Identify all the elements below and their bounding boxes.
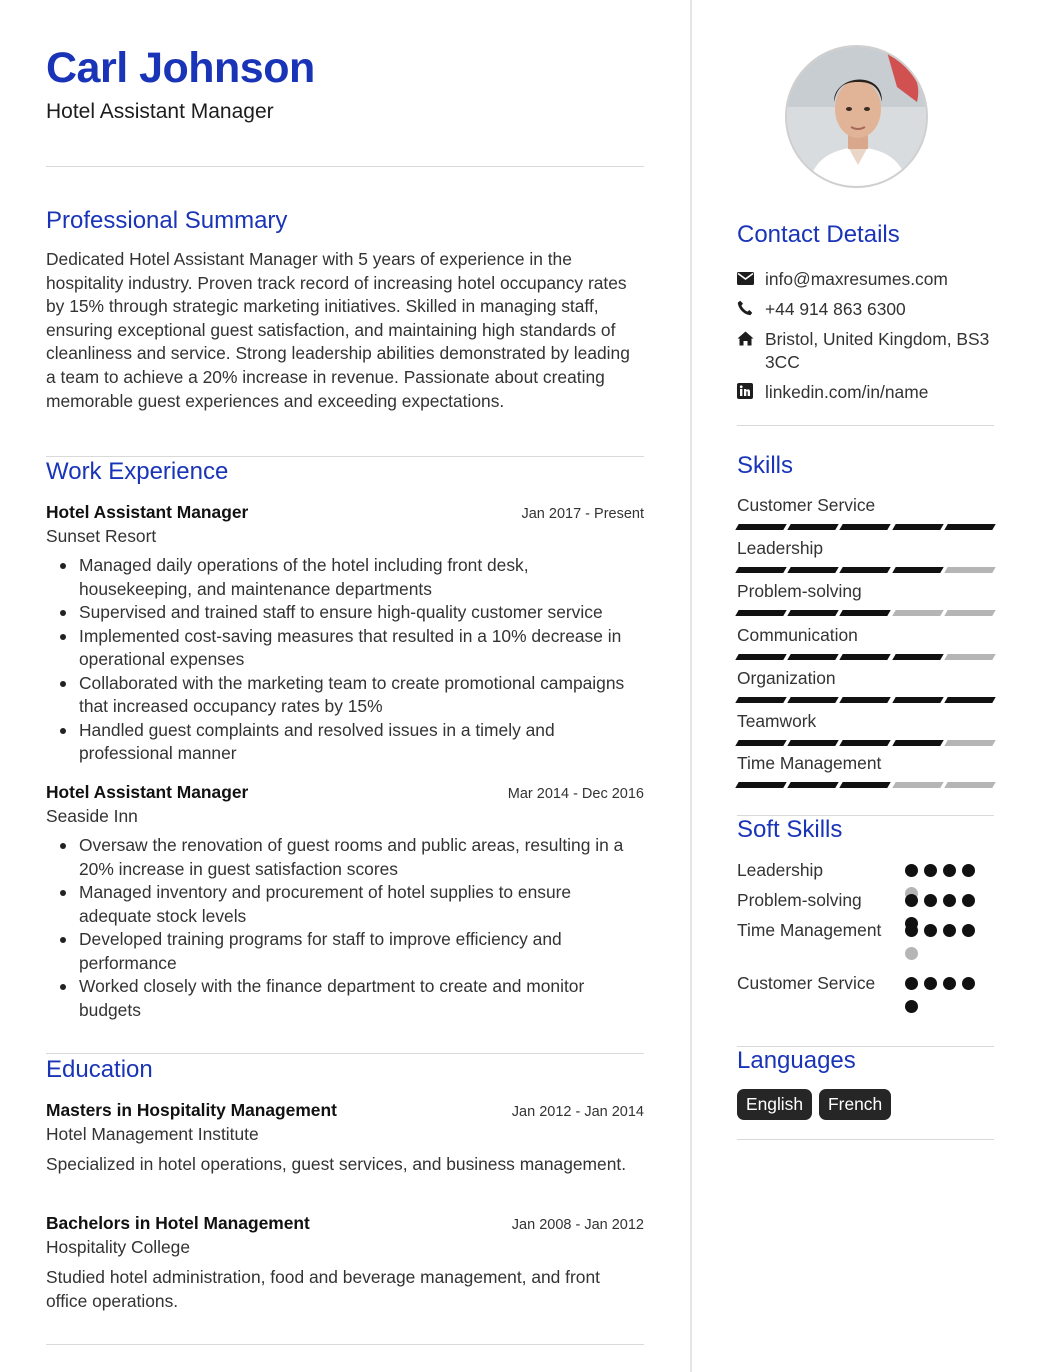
skill-level-bar bbox=[737, 524, 994, 530]
skill-item bbox=[737, 494, 994, 530]
soft-skill-dot bbox=[905, 977, 918, 990]
skill-level-segment bbox=[787, 654, 839, 660]
contact-linkedin-text[interactable]: linkedin.com/in/name bbox=[765, 382, 929, 402]
job-entry bbox=[46, 500, 644, 766]
skill-level-segment bbox=[735, 697, 787, 703]
skill-name: Customer Service bbox=[737, 495, 876, 515]
skill-level-segment bbox=[892, 654, 944, 660]
skill-level-segment bbox=[944, 697, 996, 703]
soft-skill-dots bbox=[905, 972, 985, 1018]
skill-name: Organization bbox=[737, 668, 836, 688]
job-title: Hotel Assistant Manager bbox=[46, 502, 249, 522]
skill-level-segment bbox=[892, 610, 944, 616]
language-chip: English bbox=[737, 1089, 812, 1120]
summary-text: Dedicated Hotel Assistant Manager with 5 years of experience in the hospitality industry. Proven track record of increasing hotel occupancy rates by 15% through strategic marketing initiatives. Skilled in managing staff, ensuring exceptional guest satisfaction, and maintaining high standards of cleanliness and service. Strong leadership abilities demonstrated by leading a team to achieve a 20% increase in revenue. Passionate about creating memorable guest experiences and exceeding expectations. bbox=[46, 249, 630, 411]
skill-level-segment bbox=[944, 654, 996, 660]
contact-email-text[interactable]: info@maxresumes.com bbox=[765, 269, 948, 289]
skill-level-segment bbox=[944, 740, 996, 746]
job-title: Hotel Assistant Manager bbox=[46, 782, 249, 802]
skill-level-segment bbox=[840, 567, 892, 573]
soft-skill-item bbox=[737, 919, 994, 965]
skill-level-segment bbox=[735, 567, 787, 573]
education-heading: Education bbox=[46, 1056, 153, 1083]
header-divider bbox=[46, 166, 644, 167]
skill-level-bar bbox=[737, 697, 994, 703]
soft-skill-dot bbox=[905, 894, 918, 907]
list-item: Worked closely with the finance department to create and monitor budgets bbox=[46, 975, 644, 1022]
soft-skill-dot bbox=[905, 864, 918, 877]
job-company: Seaside Inn bbox=[46, 806, 138, 826]
soft-skill-dots bbox=[905, 919, 985, 965]
section-divider bbox=[46, 1344, 644, 1345]
skill-level-segment bbox=[735, 610, 787, 616]
soft-skill-dot bbox=[962, 864, 975, 877]
job-bullets bbox=[46, 834, 644, 1022]
section-divider bbox=[46, 1053, 644, 1054]
skill-level-segment bbox=[787, 697, 839, 703]
list-item: Developed training programs for staff to improve efficiency and performance bbox=[46, 928, 644, 975]
soft-skill-dot bbox=[924, 894, 937, 907]
skill-level-segment bbox=[787, 782, 839, 788]
contact-address bbox=[737, 328, 994, 374]
soft-skill-dot bbox=[924, 924, 937, 937]
candidate-title: Hotel Assistant Manager bbox=[46, 100, 274, 123]
skill-name: Leadership bbox=[737, 538, 824, 558]
contact-phone-text[interactable]: +44 914 863 6300 bbox=[765, 299, 906, 319]
section-divider bbox=[737, 425, 994, 426]
skill-name: Problem-solving bbox=[737, 581, 862, 601]
contact-phone bbox=[737, 298, 994, 321]
job-entry bbox=[46, 780, 644, 1022]
skill-level-segment bbox=[735, 782, 787, 788]
soft-skill-name: Customer Service bbox=[737, 973, 876, 993]
skill-level-segment bbox=[892, 740, 944, 746]
profile-photo bbox=[787, 47, 928, 188]
skill-level-segment bbox=[787, 740, 839, 746]
home-icon bbox=[737, 328, 765, 348]
skill-level-segment bbox=[840, 610, 892, 616]
list-item: Managed daily operations of the hotel including front desk, housekeeping, and maintenance departments bbox=[46, 554, 644, 601]
soft-skill-dot bbox=[943, 977, 956, 990]
list-item: Managed inventory and procurement of hotel supplies to ensure adequate stock levels bbox=[46, 881, 644, 928]
skill-level-segment bbox=[840, 697, 892, 703]
soft-skill-dot bbox=[924, 864, 937, 877]
skill-item bbox=[737, 710, 994, 746]
education-date: Jan 2008 - Jan 2012 bbox=[511, 1217, 644, 1233]
soft-skill-dot bbox=[962, 894, 975, 907]
skill-level-bar bbox=[737, 610, 994, 616]
skill-level-segment bbox=[944, 782, 996, 788]
skill-level-segment bbox=[892, 567, 944, 573]
section-divider bbox=[737, 1139, 994, 1140]
skill-level-bar bbox=[737, 740, 994, 746]
skill-level-segment bbox=[892, 782, 944, 788]
skill-level-segment bbox=[735, 654, 787, 660]
envelope-icon bbox=[737, 268, 765, 288]
skill-level-segment bbox=[840, 740, 892, 746]
soft-skill-dot bbox=[905, 947, 918, 960]
soft-skill-name: Problem-solving bbox=[737, 890, 862, 910]
skill-level-bar bbox=[737, 654, 994, 660]
school-name: Hospitality College bbox=[46, 1237, 191, 1257]
candidate-name: Carl Johnson bbox=[46, 44, 315, 92]
education-description: Studied hotel administration, food and beverage management, and front office operations. bbox=[46, 1267, 600, 1311]
soft-skill-dot bbox=[943, 864, 956, 877]
skill-name: Teamwork bbox=[737, 711, 817, 731]
skill-name: Time Management bbox=[737, 753, 882, 773]
language-chip: French bbox=[819, 1089, 891, 1120]
contact-address-text: Bristol, United Kingdom, BS3 3CC bbox=[765, 329, 990, 372]
soft-skill-name: Leadership bbox=[737, 860, 824, 880]
list-item: Collaborated with the marketing team to create promotional campaigns that increased occupancy rates by 15% bbox=[46, 672, 644, 719]
degree-title: Masters in Hospitality Management bbox=[46, 1100, 337, 1120]
soft-skill-item bbox=[737, 972, 994, 1018]
soft-skill-dot bbox=[905, 1000, 918, 1013]
contact-linkedin bbox=[737, 381, 994, 404]
skill-level-segment bbox=[840, 654, 892, 660]
skill-item bbox=[737, 537, 994, 573]
skill-level-bar bbox=[737, 567, 994, 573]
skill-level-bar bbox=[737, 782, 994, 788]
skill-level-segment bbox=[735, 524, 787, 530]
skill-level-segment bbox=[944, 610, 996, 616]
soft-skill-dot bbox=[943, 924, 956, 937]
skill-level-segment bbox=[735, 740, 787, 746]
skill-item bbox=[737, 752, 994, 788]
skill-name: Communication bbox=[737, 625, 858, 645]
skill-item bbox=[737, 624, 994, 660]
linkedin-icon bbox=[737, 381, 765, 401]
skill-item bbox=[737, 580, 994, 616]
languages-heading: Languages bbox=[737, 1047, 856, 1074]
soft-skill-dot bbox=[962, 977, 975, 990]
soft-skills-heading: Soft Skills bbox=[737, 816, 843, 843]
education-date: Jan 2012 - Jan 2014 bbox=[511, 1104, 644, 1120]
skill-level-segment bbox=[840, 782, 892, 788]
soft-skill-dot bbox=[905, 924, 918, 937]
job-bullets bbox=[46, 554, 644, 766]
job-date: Jan 2017 - Present bbox=[521, 506, 644, 522]
education-description: Specialized in hotel operations, guest services, and business management. bbox=[46, 1154, 627, 1174]
skill-level-segment bbox=[840, 524, 892, 530]
phone-icon bbox=[737, 298, 765, 318]
skill-item bbox=[737, 667, 994, 703]
soft-skill-name: Time Management bbox=[737, 920, 882, 940]
skill-level-segment bbox=[787, 610, 839, 616]
skill-level-segment bbox=[944, 524, 996, 530]
summary-heading: Professional Summary bbox=[46, 207, 288, 234]
list-item: Oversaw the renovation of guest rooms and public areas, resulting in a 20% increase in guest satisfaction scores bbox=[46, 834, 644, 881]
degree-title: Bachelors in Hotel Management bbox=[46, 1213, 310, 1233]
job-date: Mar 2014 - Dec 2016 bbox=[507, 786, 644, 802]
contact-email bbox=[737, 268, 994, 291]
soft-skill-dot bbox=[962, 924, 975, 937]
skill-level-segment bbox=[892, 524, 944, 530]
list-item: Supervised and trained staff to ensure high-quality customer service bbox=[46, 601, 644, 625]
education-entry bbox=[46, 1098, 644, 1177]
avatar bbox=[785, 45, 928, 188]
education-entry bbox=[46, 1211, 644, 1313]
skill-level-segment bbox=[944, 567, 996, 573]
contact-heading: Contact Details bbox=[737, 221, 900, 248]
list-item: Implemented cost-saving measures that resulted in a 10% decrease in operational expenses bbox=[46, 625, 644, 672]
languages-list bbox=[737, 1089, 891, 1120]
skill-level-segment bbox=[787, 567, 839, 573]
column-divider bbox=[690, 0, 692, 1372]
work-heading: Work Experience bbox=[46, 458, 229, 485]
skill-level-segment bbox=[787, 524, 839, 530]
skills-heading: Skills bbox=[737, 452, 794, 479]
soft-skill-dot bbox=[924, 977, 937, 990]
skill-level-segment bbox=[892, 697, 944, 703]
soft-skill-dot bbox=[943, 894, 956, 907]
school-name: Hotel Management Institute bbox=[46, 1124, 259, 1144]
job-company: Sunset Resort bbox=[46, 526, 157, 546]
list-item: Handled guest complaints and resolved issues in a timely and professional manner bbox=[46, 719, 644, 766]
